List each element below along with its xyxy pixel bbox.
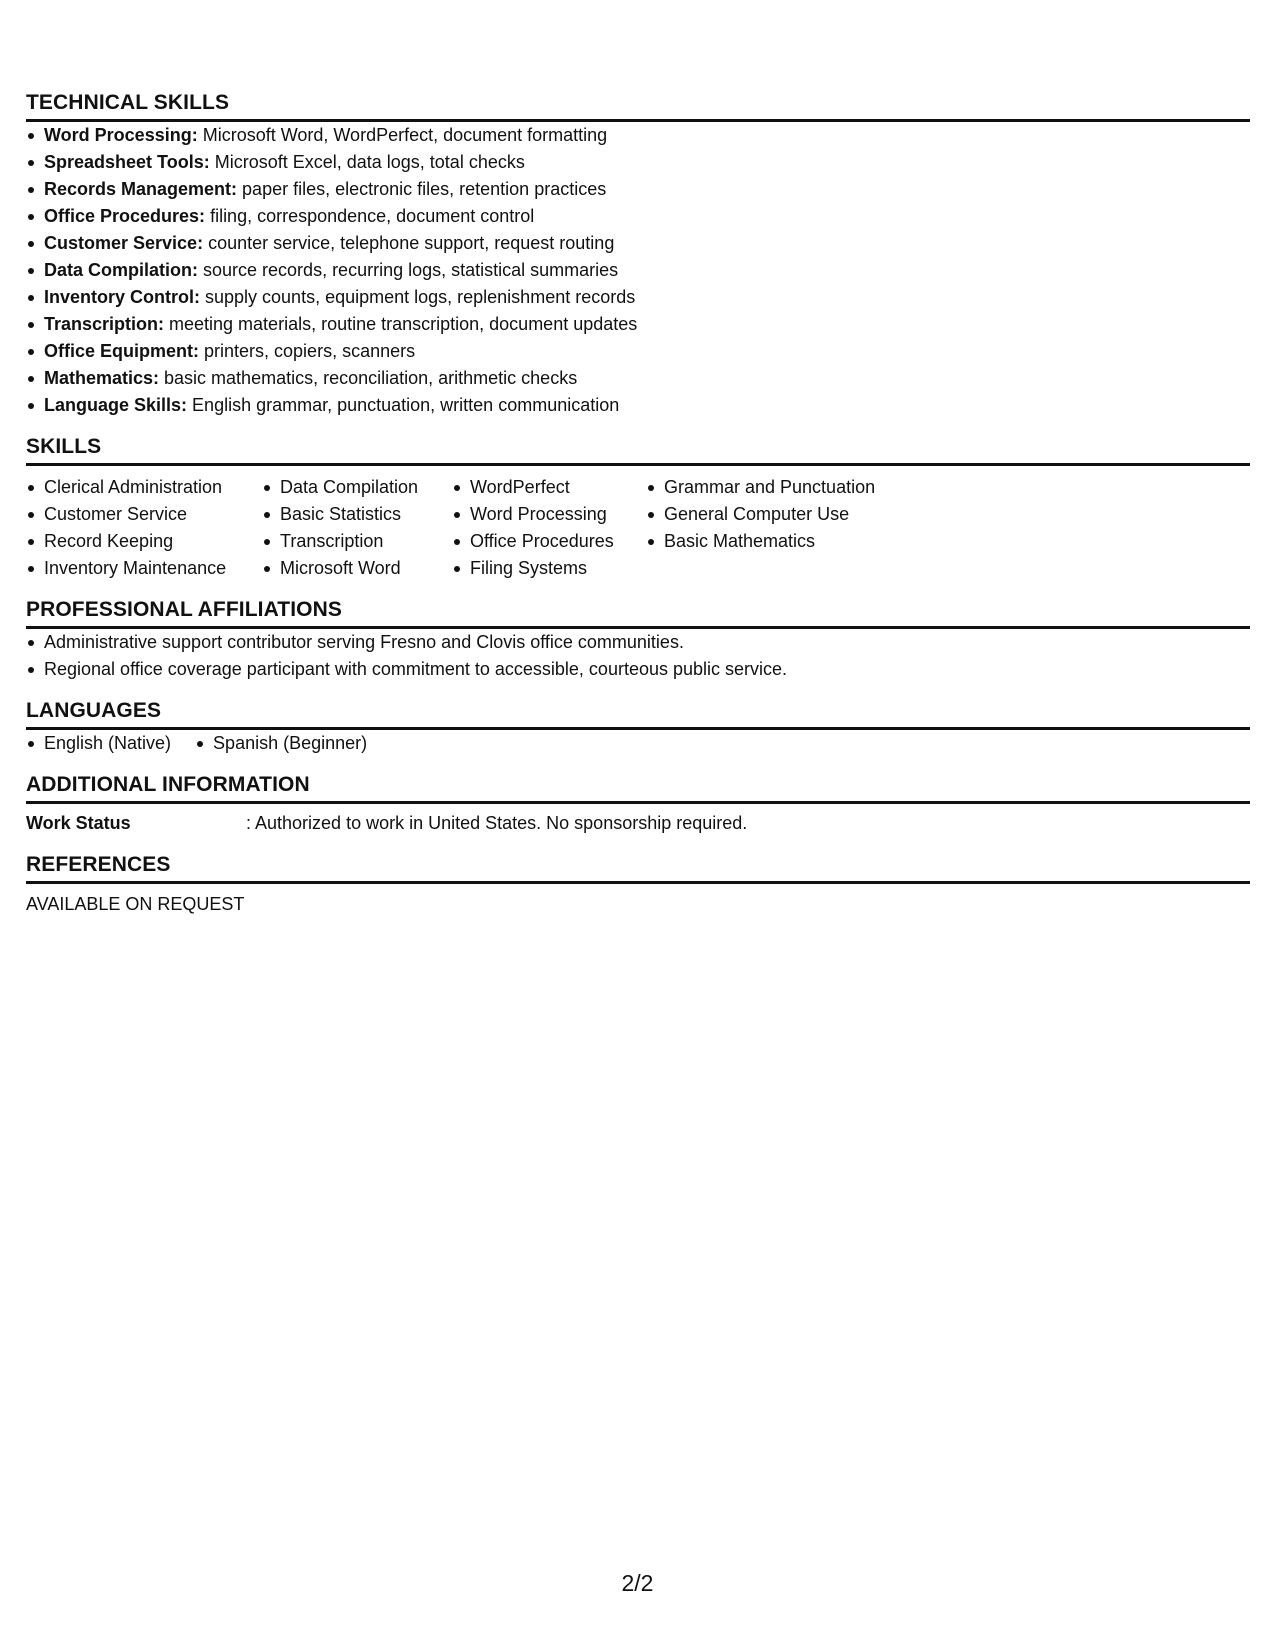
- skill-item: Basic Statistics: [262, 501, 452, 528]
- skill-item: Inventory Maintenance: [26, 555, 262, 582]
- section-title-additional-info: ADDITIONAL INFORMATION: [26, 772, 1250, 804]
- tech-skill-label: Customer Service:: [44, 233, 204, 253]
- tech-skill-item: [26, 284, 1250, 311]
- technical-skills-list: [26, 122, 1250, 419]
- references-section: [26, 852, 1250, 918]
- section-title-references: REFERENCES: [26, 852, 1250, 884]
- resume-page: [26, 90, 1250, 918]
- tech-skill-text: printers, copiers, scanners: [199, 341, 416, 361]
- tech-skill-item: [26, 230, 1250, 257]
- tech-skill-label: Office Equipment:: [44, 341, 200, 361]
- skills-column-2: [262, 474, 452, 582]
- tech-skill-text: Microsoft Word, WordPerfect, document formatting: [197, 125, 608, 145]
- skill-item: WordPerfect: [452, 474, 646, 501]
- tech-skill-text: counter service, telephone support, request routing: [203, 233, 615, 253]
- tech-skill-item: [26, 176, 1250, 203]
- affiliation-item: Administrative support contributor serving Fresno and Clovis office communities.: [26, 629, 1250, 656]
- tech-skill-text: source records, recurring logs, statistical summaries: [198, 260, 619, 280]
- tech-skill-text: filing, correspondence, document control: [205, 206, 535, 226]
- tech-skill-item: [26, 365, 1250, 392]
- affiliation-item: Regional office coverage participant with commitment to accessible, courteous public service.: [26, 656, 1250, 683]
- language-item: Spanish (Beginner): [195, 730, 367, 757]
- work-status-label: Work Status: [26, 813, 131, 833]
- tech-skill-text: basic mathematics, reconciliation, arithmetic checks: [159, 368, 578, 388]
- technical-skills-section: [26, 90, 1250, 419]
- section-title-languages: LANGUAGES: [26, 698, 1250, 730]
- section-title-affiliations: PROFESSIONAL AFFILIATIONS: [26, 597, 1250, 629]
- tech-skill-label: Mathematics:: [44, 368, 160, 388]
- tech-skill-text: English grammar, punctuation, written communication: [187, 395, 620, 415]
- skill-item: Clerical Administration: [26, 474, 262, 501]
- skill-item: Data Compilation: [262, 474, 452, 501]
- tech-skill-label: Records Management:: [44, 179, 238, 199]
- section-title-skills: SKILLS: [26, 434, 1250, 466]
- section-title-technical-skills: TECHNICAL SKILLS: [26, 90, 1250, 122]
- language-item: English (Native): [26, 730, 171, 757]
- skills-column-1: [26, 474, 262, 582]
- tech-skill-item: [26, 203, 1250, 230]
- skill-item: Basic Mathematics: [646, 528, 906, 555]
- tech-skill-text: paper files, electronic files, retention practices: [237, 179, 607, 199]
- tech-skill-item: [26, 311, 1250, 338]
- skill-item: Grammar and Punctuation: [646, 474, 906, 501]
- work-status-value: : Authorized to work in United States. No sponsorship required.: [246, 813, 748, 833]
- affiliations-list: [26, 629, 1250, 683]
- work-status-row: [26, 804, 1250, 837]
- tech-skill-text: supply counts, equipment logs, replenishment records: [200, 287, 636, 307]
- skill-item: Transcription: [262, 528, 452, 555]
- tech-skill-item: [26, 392, 1250, 419]
- tech-skill-text: meeting materials, routine transcription, document updates: [164, 314, 638, 334]
- tech-skill-label: Spreadsheet Tools:: [44, 152, 210, 172]
- skill-item: Record Keeping: [26, 528, 262, 555]
- tech-skill-item: [26, 149, 1250, 176]
- skill-item: Word Processing: [452, 501, 646, 528]
- tech-skill-label: Word Processing:: [44, 125, 198, 145]
- tech-skill-label: Inventory Control:: [44, 287, 200, 307]
- skills-column-4: [646, 474, 906, 582]
- affiliations-section: [26, 597, 1250, 683]
- additional-info-section: [26, 772, 1250, 837]
- tech-skill-item: [26, 257, 1250, 284]
- tech-skill-text: Microsoft Excel, data logs, total checks: [209, 152, 525, 172]
- page-number: 2/2: [621, 1570, 654, 1596]
- skills-column-3: [452, 474, 646, 582]
- languages-section: [26, 698, 1250, 757]
- tech-skill-item: [26, 338, 1250, 365]
- skill-item: Microsoft Word: [262, 555, 452, 582]
- skill-item: General Computer Use: [646, 501, 906, 528]
- tech-skill-label: Language Skills:: [44, 395, 188, 415]
- skills-section: [26, 434, 1250, 582]
- skills-grid: [26, 466, 1250, 582]
- tech-skill-label: Data Compilation:: [44, 260, 199, 280]
- skill-item: Office Procedures: [452, 528, 646, 555]
- tech-skill-label: Office Procedures:: [44, 206, 206, 226]
- references-text: AVAILABLE ON REQUEST: [26, 894, 245, 914]
- tech-skill-item: [26, 122, 1250, 149]
- skill-item: Filing Systems: [452, 555, 646, 582]
- tech-skill-label: Transcription:: [44, 314, 165, 334]
- languages-list: [26, 730, 1250, 757]
- skill-item: Customer Service: [26, 501, 262, 528]
